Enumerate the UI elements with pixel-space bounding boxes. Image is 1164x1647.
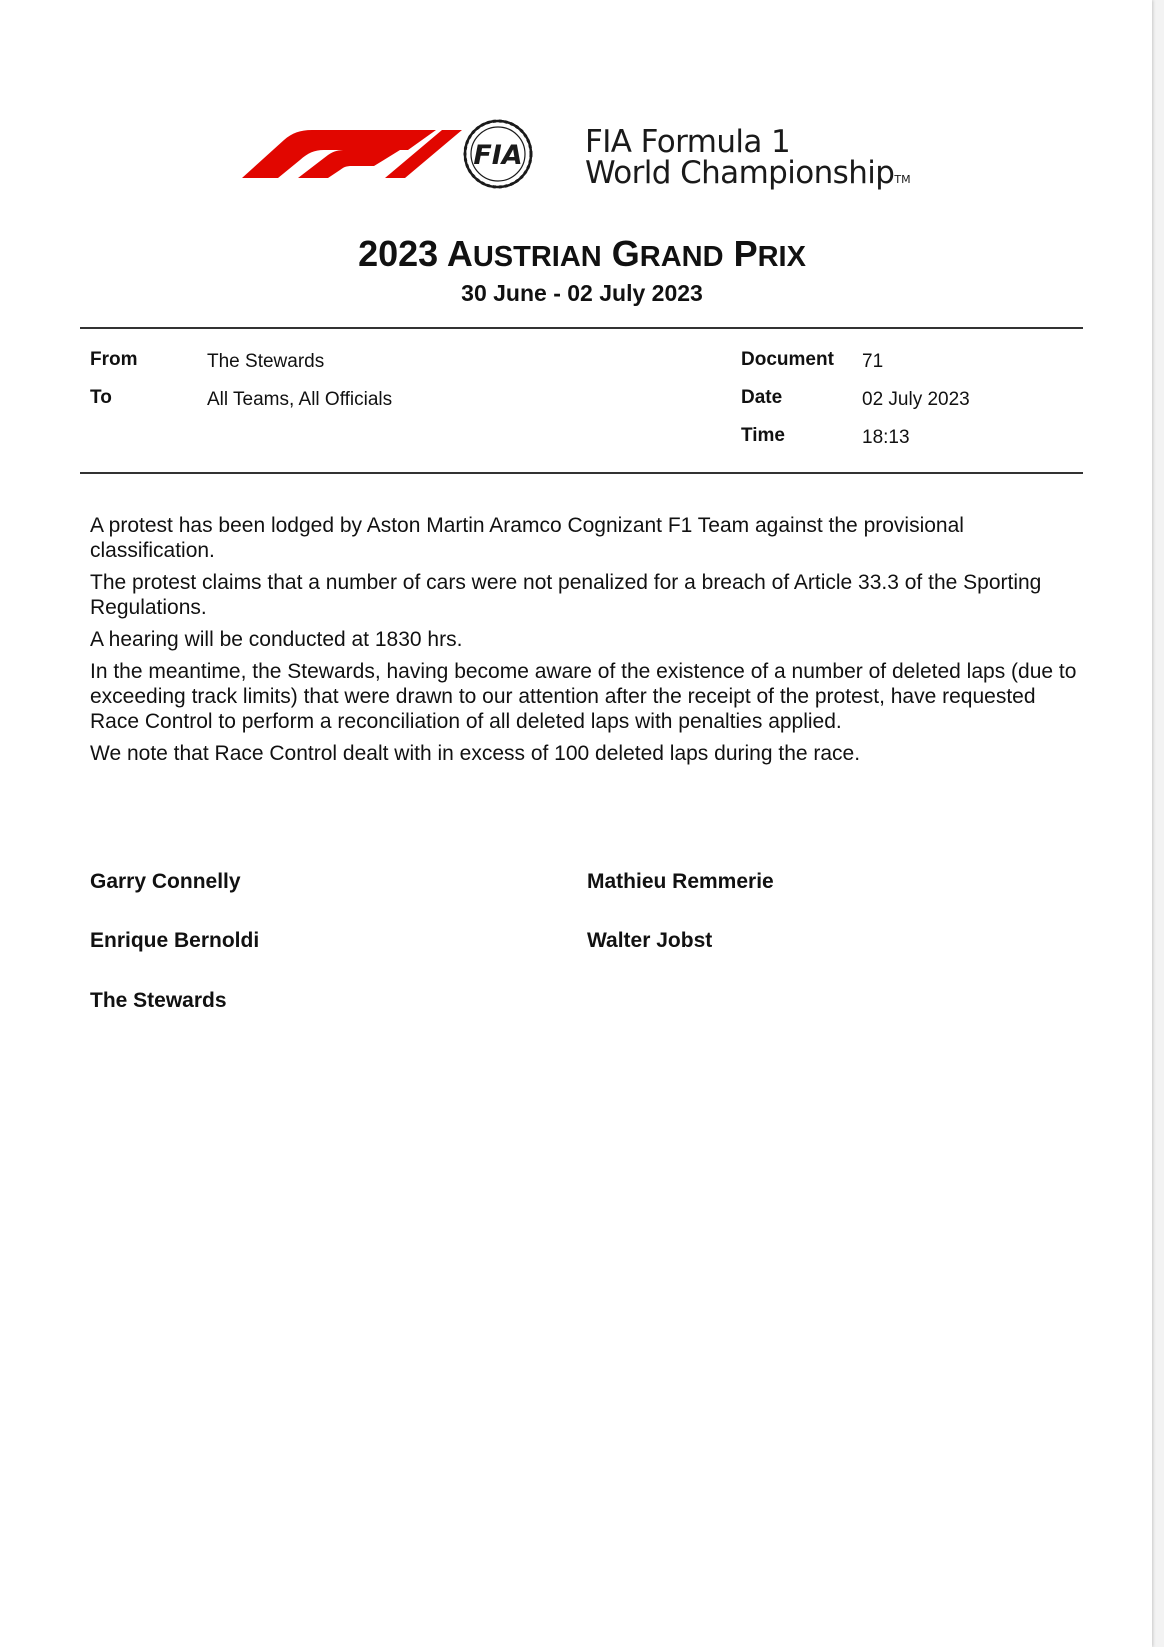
from-label: From [90,349,138,370]
decision-body [90,513,1080,773]
header-logo [240,118,940,198]
time-value: 18:13 [862,427,910,448]
page-title [0,232,1164,279]
from-value: The Stewards [207,351,325,372]
document-label: Document [741,349,834,370]
signature-steward: Mathieu Remmerie [587,870,774,893]
signature-steward: Enrique Bernoldi [90,929,260,952]
body-paragraph: The protest claims that a number of cars were not penalized for a breach of Article 33.3 of the Sporting Regulations. [90,571,1042,619]
trademark-mark: TM [894,173,911,186]
body-paragraph: We note that Race Control dealt with in excess of 100 deleted laps during the race. [90,742,861,765]
date-value: 02 July 2023 [862,389,970,410]
f1-fia-logo-icon [240,118,580,198]
brand-line-2: World ChampionshipTM [585,155,911,191]
time-label: Time [741,425,786,446]
signature-stewards-label: The Stewards [90,989,227,1012]
svg-text:FIA: FIA [473,140,523,171]
title-event: AUSTRIAN GRAND PRIX [446,233,806,274]
signature-steward: Garry Connelly [90,870,241,893]
f1-logo-icon [242,130,462,178]
document-value: 71 [862,351,884,372]
top-divider [80,327,1083,329]
body-paragraph: A hearing will be conducted at 1830 hrs. [90,628,463,651]
brand-text [585,124,911,195]
signature-steward: Walter Jobst [587,929,713,952]
bottom-divider [80,472,1083,474]
body-paragraph: In the meantime, the Stewards, having become aware of the existence of a number of deleted laps (due to exceeding track limits) that were drawn to our attention after the receipt of the protest, have requested Race Control to perform a reconciliation of all deleted laps with penalties applied. [90,660,1077,733]
fia-emblem-icon [465,121,531,187]
to-value: All Teams, All Officials [207,389,393,410]
brand-line-1: FIA Formula 1 [585,124,791,160]
to-label: To [90,387,112,408]
title-year: 2023 [358,233,439,274]
date-label: Date [741,387,783,408]
event-dates: 30 June - 02 July 2023 [461,280,703,306]
body-paragraph: A protest has been lodged by Aston Martin Aramco Cognizant F1 Team against the provisional classification. [90,514,964,562]
